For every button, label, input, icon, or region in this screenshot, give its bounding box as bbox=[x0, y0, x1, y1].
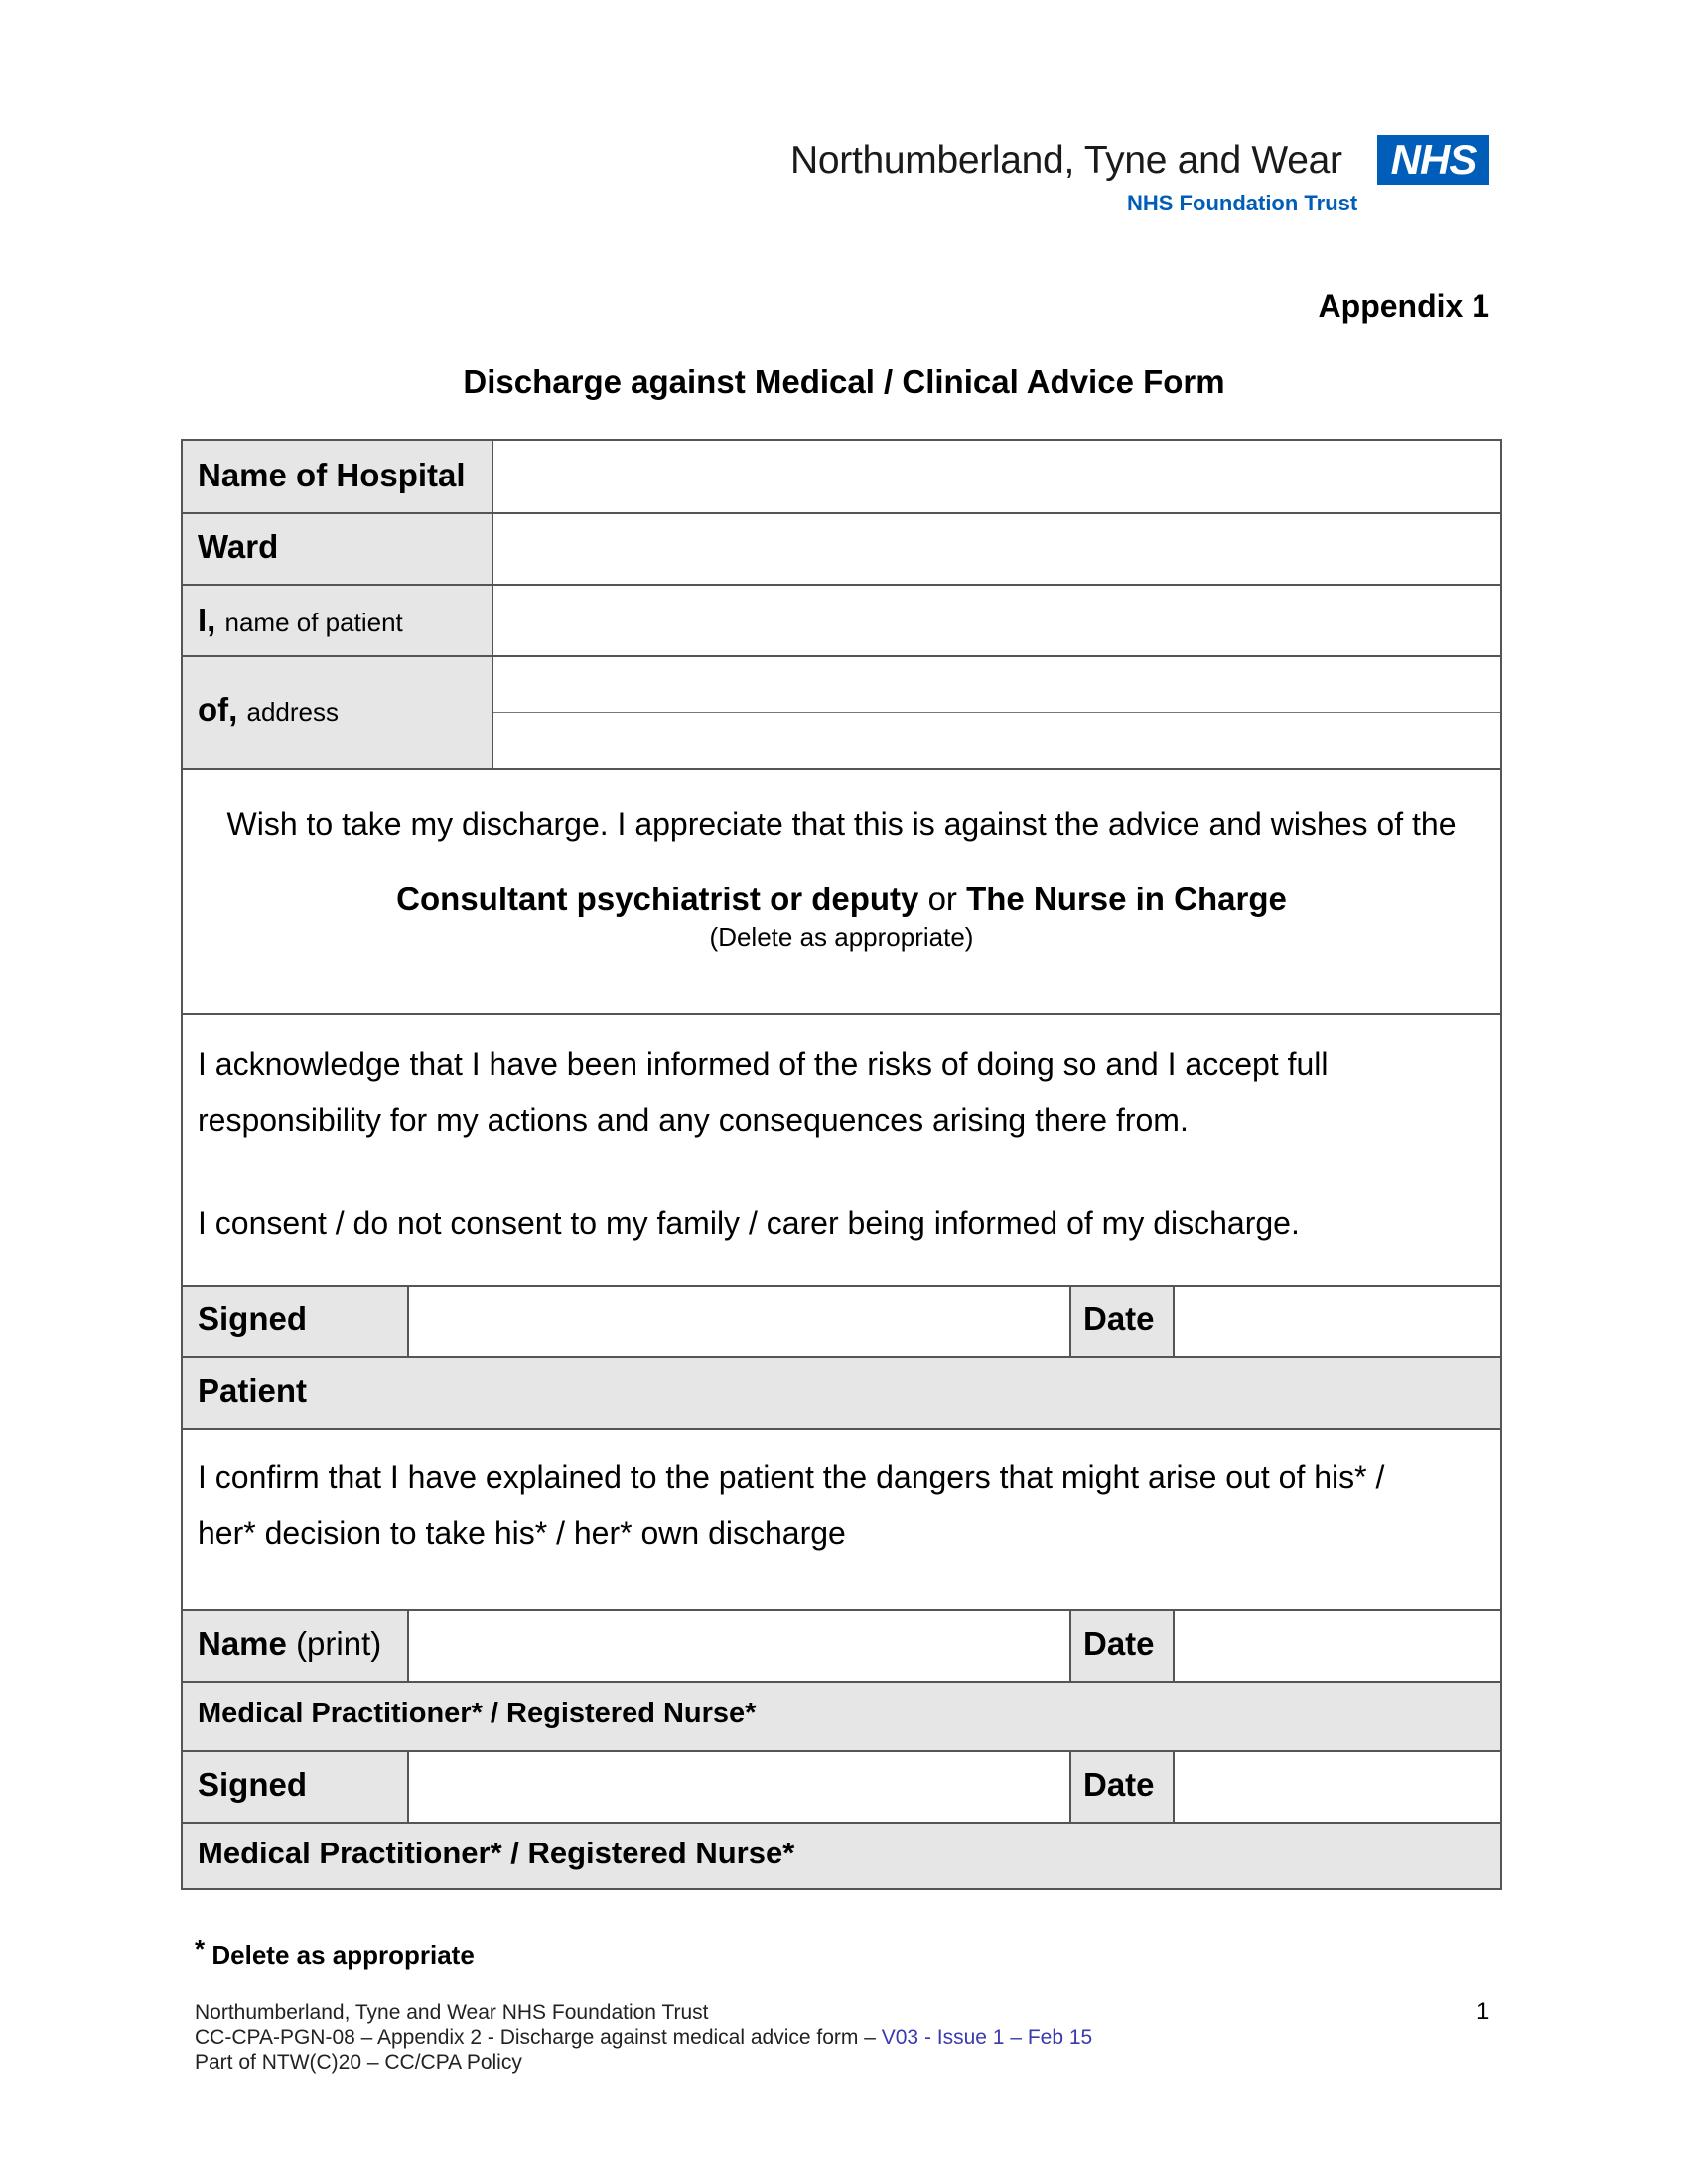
patient-signature-field[interactable] bbox=[409, 1287, 1069, 1356]
advice-source: Consultant psychiatrist or deputy or The Nurse in Charge bbox=[396, 881, 1287, 917]
practitioner-signed-label: Signed bbox=[198, 1766, 308, 1803]
address-label: of, address bbox=[198, 691, 339, 728]
practitioner-label-2: Medical Practitioner* / Registered Nurse* bbox=[198, 1836, 795, 1870]
nhs-logo: NHS bbox=[1377, 135, 1489, 185]
footer-line-1: Northumberland, Tyne and Wear NHS Foundation Trust bbox=[195, 2001, 709, 2024]
footer-line-2: CC-CPA-PGN-08 – Appendix 2 - Discharge against medical advice form – V03 - Issue 1 – Feb 15 bbox=[195, 2026, 1093, 2049]
consent-text: I consent / do not consent to my family / carer being informed of my discharge. bbox=[198, 1205, 1300, 1241]
hospital-label: Name of Hospital bbox=[198, 457, 466, 493]
practitioner-label-1: Medical Practitioner* / Registered Nurse* bbox=[198, 1698, 757, 1729]
ward-label: Ward bbox=[198, 528, 279, 565]
acknowledgement-text: I acknowledge that I have been informed of the risks of doing so and I accept full responsibility for my actions and any consequences arising there from. bbox=[198, 1046, 1329, 1138]
page-number: 1 bbox=[1477, 1998, 1490, 2025]
practitioner-date-field[interactable] bbox=[1175, 1752, 1500, 1822]
name-date-field[interactable] bbox=[1175, 1611, 1500, 1681]
footnote: * Delete as appropriate bbox=[195, 1934, 475, 1970]
name-print-field[interactable] bbox=[409, 1611, 1069, 1681]
page-footer bbox=[195, 2000, 1092, 2075]
patient-name-label: I, name of patient bbox=[198, 602, 403, 638]
name-date-label: Date bbox=[1083, 1625, 1155, 1662]
appendix-label: Appendix 1 bbox=[1318, 288, 1489, 324]
patient-date-field[interactable] bbox=[1175, 1287, 1500, 1356]
footer-line-3: Part of NTW(C)20 – CC/CPA Policy bbox=[195, 2051, 522, 2074]
practitioner-date-label: Date bbox=[1083, 1766, 1155, 1803]
form-title: Discharge against Medical / Clinical Advice Form bbox=[463, 363, 1225, 400]
address-field-line-2[interactable] bbox=[493, 714, 1500, 768]
hospital-field[interactable] bbox=[493, 441, 1500, 512]
patient-row-bg bbox=[183, 1356, 1500, 1428]
name-print-label: Name (print) bbox=[198, 1625, 382, 1662]
trust-subtitle: NHS Foundation Trust bbox=[1127, 191, 1358, 215]
confirmation-text: I confirm that I have explained to the patient the dangers that might arise out of his* / her* decision to take his* / her* own discharge bbox=[198, 1459, 1385, 1551]
address-field-line-1[interactable] bbox=[493, 657, 1500, 712]
discharge-form bbox=[181, 439, 1502, 1890]
patient-section-label: Patient bbox=[198, 1372, 308, 1409]
practitioner-signature-field[interactable] bbox=[409, 1752, 1069, 1822]
patient-name-field[interactable] bbox=[493, 586, 1500, 655]
trust-name: Northumberland, Tyne and Wear bbox=[790, 139, 1342, 182]
wish-statement: Wish to take my discharge. I appreciate that this is against the advice and wishes of the bbox=[226, 806, 1457, 842]
ward-field[interactable] bbox=[493, 514, 1500, 584]
delete-note: (Delete as appropriate) bbox=[709, 922, 974, 952]
patient-signed-label: Signed bbox=[198, 1300, 308, 1337]
patient-date-label: Date bbox=[1083, 1300, 1155, 1337]
